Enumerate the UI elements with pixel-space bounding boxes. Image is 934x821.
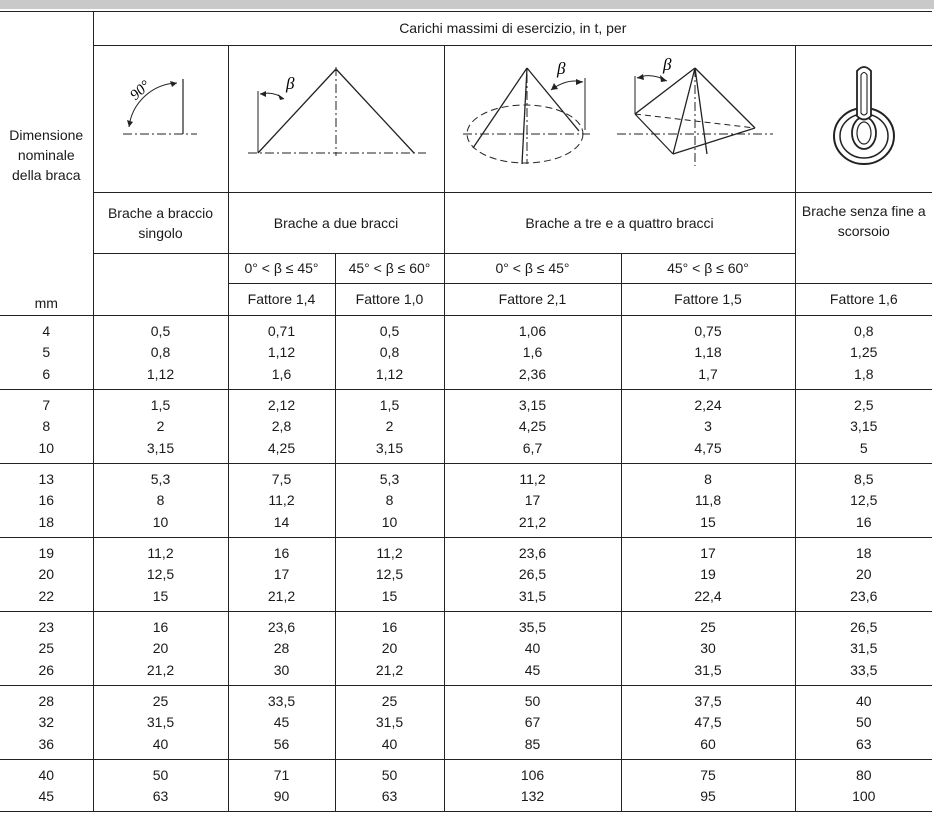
cell-single: [93, 760, 228, 812]
cell-tf-b: [621, 464, 795, 538]
cell-value: 21,2: [267, 587, 296, 604]
cell-tf-b: [621, 760, 795, 812]
cell-value: 2,36: [518, 365, 547, 382]
cell-endless: [795, 612, 932, 686]
cell-value: 2: [385, 418, 394, 435]
beta-label: β: [556, 58, 565, 78]
cell-value: 30: [273, 661, 290, 678]
cell-value: 12,5: [146, 566, 175, 583]
cell-single: [93, 316, 228, 390]
factor-endless: Fattore 1,6: [795, 284, 932, 316]
figure-endless: [795, 46, 932, 193]
cell-endless: [795, 760, 932, 812]
cell-value: 2,24: [694, 396, 722, 413]
cell-value: 56: [273, 735, 290, 752]
cell-value: 45: [38, 788, 55, 804]
cell-value: 28: [38, 692, 55, 709]
load-table: [0, 11, 932, 812]
cell-value: 4,75: [694, 439, 722, 456]
cell-tf-a: [444, 686, 621, 760]
dimension-label-line: della braca: [12, 167, 81, 183]
dimension-header: [0, 12, 93, 316]
cell-value: 50: [381, 766, 398, 783]
cell-single: [93, 464, 228, 538]
cell-value: 0,71: [267, 322, 296, 339]
cell-value: 23,6: [267, 618, 296, 635]
cell-value: 3,15: [146, 439, 175, 456]
cell-value: 1,25: [850, 344, 878, 361]
cell-value: 33,5: [267, 692, 296, 709]
cell-two-a: [228, 464, 335, 538]
cell-value: 32: [38, 714, 55, 731]
cell-tf-a: [444, 760, 621, 812]
cell-two-a: [228, 390, 335, 464]
cell-value: 1,12: [267, 344, 296, 361]
cell-value: 11,2: [147, 544, 174, 561]
cell-value: 13: [38, 470, 55, 487]
cell-dim: [0, 686, 93, 760]
cell-value: 50: [524, 692, 541, 709]
cell-value: 15: [381, 587, 398, 604]
cell-value: 1,12: [146, 365, 175, 382]
cell-value: 25: [38, 640, 55, 657]
cell-dim: [0, 612, 93, 686]
cell-tf-a: [444, 538, 621, 612]
cell-endless: [795, 390, 932, 464]
cell-value: 8: [385, 492, 394, 509]
label-single: Brache a braccio singolo: [93, 193, 228, 254]
cell-value: 16: [855, 513, 872, 530]
factor-tf-b: Fattore 1,5: [621, 284, 795, 316]
cell-value: 3: [704, 418, 712, 435]
cell-value: 1,5: [379, 396, 400, 413]
cell-two-a: [228, 686, 335, 760]
cell-value: 14: [273, 513, 290, 530]
cell-tf-b: [621, 612, 795, 686]
cell-value: 1,8: [854, 365, 874, 382]
cell-value: 4: [42, 322, 51, 339]
cell-value: 40: [855, 692, 872, 709]
label-two-legs: Brache a due bracci: [228, 193, 444, 254]
cell-value: 15: [152, 587, 169, 604]
cell-value: 31,5: [375, 714, 404, 731]
cell-value: 7,5: [271, 470, 292, 487]
cell-value: 23: [38, 618, 55, 635]
cell-value: 11,2: [376, 544, 403, 561]
cell-value: 16: [273, 544, 290, 561]
cell-value: 21,2: [375, 661, 404, 678]
table-row: [0, 390, 932, 464]
cell-value: 63: [855, 735, 872, 752]
cell-dim: [0, 316, 93, 390]
cell-value: 22,4: [694, 587, 722, 604]
cell-two-a: [228, 612, 335, 686]
cell-tf-a: [444, 612, 621, 686]
cell-value: 2,12: [267, 396, 296, 413]
cell-value: 100: [852, 788, 876, 804]
cell-value: 106: [520, 766, 545, 783]
cell-value: 20: [381, 640, 398, 657]
cell-value: 8,5: [854, 470, 874, 487]
cell-two-a: [228, 316, 335, 390]
figure-single-leg: [93, 46, 228, 193]
cell-endless: [795, 464, 932, 538]
cell-value: 8: [704, 470, 712, 487]
cell-tf-a: [444, 316, 621, 390]
table-row: [0, 538, 932, 612]
cell-value: 8: [42, 418, 51, 435]
beta-label: β: [662, 54, 671, 74]
cell-value: 1,06: [518, 322, 547, 339]
cell-two-b: [335, 612, 444, 686]
cell-value: 25: [381, 692, 398, 709]
cell-value: 5,3: [150, 470, 171, 487]
cell-value: 60: [700, 735, 716, 752]
cell-dim: [0, 464, 93, 538]
cell-value: 26: [38, 661, 55, 678]
cell-value: 6,7: [522, 439, 543, 456]
cell-two-b: [335, 686, 444, 760]
cell-value: 63: [152, 788, 169, 804]
cell-value: 17: [524, 492, 541, 509]
cell-value: 10: [38, 439, 55, 456]
single-blank: [93, 254, 228, 316]
cell-value: 35,5: [518, 618, 547, 635]
cell-value: 1,12: [375, 365, 404, 382]
cell-value: 2: [156, 418, 165, 435]
cell-value: 25: [700, 618, 716, 635]
cell-value: 95: [700, 788, 716, 804]
angle-tf-b: 45° < β ≤ 60°: [621, 254, 795, 284]
cell-value: 50: [855, 714, 872, 731]
label-three-four-legs: Brache a tre e a quattro bracci: [444, 193, 795, 254]
cell-value: 47,5: [694, 714, 722, 731]
cell-value: 19: [700, 566, 716, 583]
cell-value: 5: [42, 344, 51, 361]
figure-two-legs: [228, 46, 444, 193]
dimension-label-line: nominale: [17, 147, 75, 163]
cell-value: 2,5: [854, 396, 874, 413]
cell-value: 31,5: [850, 640, 878, 657]
cell-value: 15: [700, 513, 716, 530]
cell-value: 71: [273, 766, 290, 783]
cell-endless: [795, 538, 932, 612]
cell-two-b: [335, 390, 444, 464]
cell-value: 45: [273, 714, 290, 731]
cell-value: 26,5: [850, 618, 878, 635]
three-four-legs-diagram: [455, 54, 785, 179]
cell-value: 10: [381, 513, 398, 530]
cell-value: 3,15: [375, 439, 404, 456]
single-leg-diagram: [111, 61, 211, 171]
cell-value: 63: [381, 788, 398, 804]
cell-value: 21,2: [518, 513, 547, 530]
cell-value: 75: [700, 766, 716, 783]
factor-tf-a: Fattore 2,1: [444, 284, 621, 316]
cell-single: [93, 686, 228, 760]
cell-value: 17: [700, 544, 716, 561]
cell-value: 0,8: [854, 322, 874, 339]
cell-value: 40: [152, 735, 169, 752]
cell-value: 0,5: [150, 322, 171, 339]
cell-dim: [0, 538, 93, 612]
cell-value: 31,5: [518, 587, 547, 604]
cell-two-a: [228, 760, 335, 812]
table-row: [0, 760, 932, 812]
cell-value: 10: [152, 513, 169, 530]
endless-sling-diagram: [824, 61, 904, 171]
cell-value: 20: [855, 566, 872, 583]
cell-value: 67: [524, 714, 541, 731]
angle-two-a: 0° < β ≤ 45°: [228, 254, 335, 284]
cell-two-b: [335, 316, 444, 390]
cell-value: 0,75: [694, 322, 722, 339]
angle-two-b: 45° < β ≤ 60°: [335, 254, 444, 284]
cell-value: 16: [38, 492, 55, 509]
cell-value: 18: [855, 544, 872, 561]
cell-value: 1,7: [698, 365, 718, 382]
cell-value: 6: [42, 365, 51, 382]
cell-tf-b: [621, 686, 795, 760]
angle-tf-a: 0° < β ≤ 45°: [444, 254, 621, 284]
cell-value: 90: [273, 788, 290, 804]
cell-value: 22: [38, 587, 55, 604]
cell-value: 31,5: [146, 714, 175, 731]
cell-value: 45: [524, 661, 541, 678]
cell-value: 5: [859, 439, 868, 456]
label-endless: Brache senza fine a scorsoio: [795, 193, 932, 284]
top-bar: [0, 0, 934, 9]
cell-value: 26,5: [518, 566, 547, 583]
cell-value: 3,15: [850, 418, 878, 435]
cell-value: 19: [38, 544, 55, 561]
cell-value: 1,5: [150, 396, 171, 413]
cell-value: 11,2: [519, 470, 546, 487]
cell-value: 31,5: [694, 661, 722, 678]
cell-value: 132: [520, 788, 545, 804]
table-row: [0, 316, 932, 390]
cell-value: 16: [381, 618, 398, 635]
cell-dim: [0, 760, 93, 812]
angle-label: 90°: [126, 77, 154, 104]
figure-three-four-legs: [444, 46, 795, 193]
cell-value: 11,8: [694, 492, 722, 509]
cell-value: 3,15: [518, 396, 547, 413]
cell-value: 1,6: [271, 365, 292, 382]
cell-value: 20: [152, 640, 169, 657]
two-legs-diagram: [236, 61, 436, 171]
cell-value: 50: [152, 766, 169, 783]
cell-value: 36: [38, 735, 55, 752]
cell-value: 21,2: [146, 661, 175, 678]
cell-two-a: [228, 538, 335, 612]
cell-value: 1,18: [694, 344, 722, 361]
cell-endless: [795, 316, 932, 390]
cell-two-b: [335, 464, 444, 538]
table-row: [0, 612, 932, 686]
beta-label: β: [286, 74, 295, 93]
cell-value: 33,5: [850, 661, 878, 678]
cell-value: 12,5: [375, 566, 404, 583]
cell-value: 37,5: [694, 692, 722, 709]
dimension-label-line: Dimensione: [9, 127, 84, 143]
cell-value: 11,2: [268, 492, 295, 509]
cell-value: 8: [156, 492, 165, 509]
cell-single: [93, 612, 228, 686]
cell-tf-b: [621, 538, 795, 612]
cell-tf-a: [444, 390, 621, 464]
cell-value: 28: [273, 640, 290, 657]
cell-value: 12,5: [850, 492, 878, 509]
cell-value: 0,5: [379, 322, 400, 339]
cell-value: 5,3: [379, 470, 400, 487]
cell-dim: [0, 390, 93, 464]
cell-value: 40: [524, 640, 541, 657]
cell-two-b: [335, 760, 444, 812]
cell-single: [93, 390, 228, 464]
cell-value: 16: [152, 618, 169, 635]
cell-value: 25: [152, 692, 169, 709]
cell-value: 40: [38, 766, 55, 783]
cell-value: 23,6: [518, 544, 547, 561]
cell-value: 30: [700, 640, 716, 657]
table-row: [0, 464, 932, 538]
group-title: Carichi massimi di esercizio, in t, per: [93, 12, 932, 46]
cell-value: 18: [38, 513, 55, 530]
cell-two-b: [335, 538, 444, 612]
cell-tf-b: [621, 316, 795, 390]
cell-endless: [795, 686, 932, 760]
factor-two-b: Fattore 1,0: [335, 284, 444, 316]
unit-label: mm: [34, 295, 58, 311]
cell-value: 85: [524, 735, 541, 752]
cell-value: 4,25: [267, 439, 296, 456]
cell-value: 0,8: [379, 344, 400, 361]
cell-value: 0,8: [150, 344, 171, 361]
cell-value: 4,25: [518, 418, 547, 435]
cell-value: 40: [381, 735, 398, 752]
cell-value: 20: [38, 566, 55, 583]
table-row: [0, 686, 932, 760]
cell-value: 80: [855, 766, 872, 783]
cell-tf-b: [621, 390, 795, 464]
cell-value: 1,6: [522, 344, 543, 361]
cell-value: 2,8: [271, 418, 292, 435]
cell-tf-a: [444, 464, 621, 538]
cell-single: [93, 538, 228, 612]
factor-two-a: Fattore 1,4: [228, 284, 335, 316]
cell-value: 23,6: [850, 587, 878, 604]
cell-value: 17: [273, 566, 290, 583]
cell-value: 7: [42, 396, 51, 413]
